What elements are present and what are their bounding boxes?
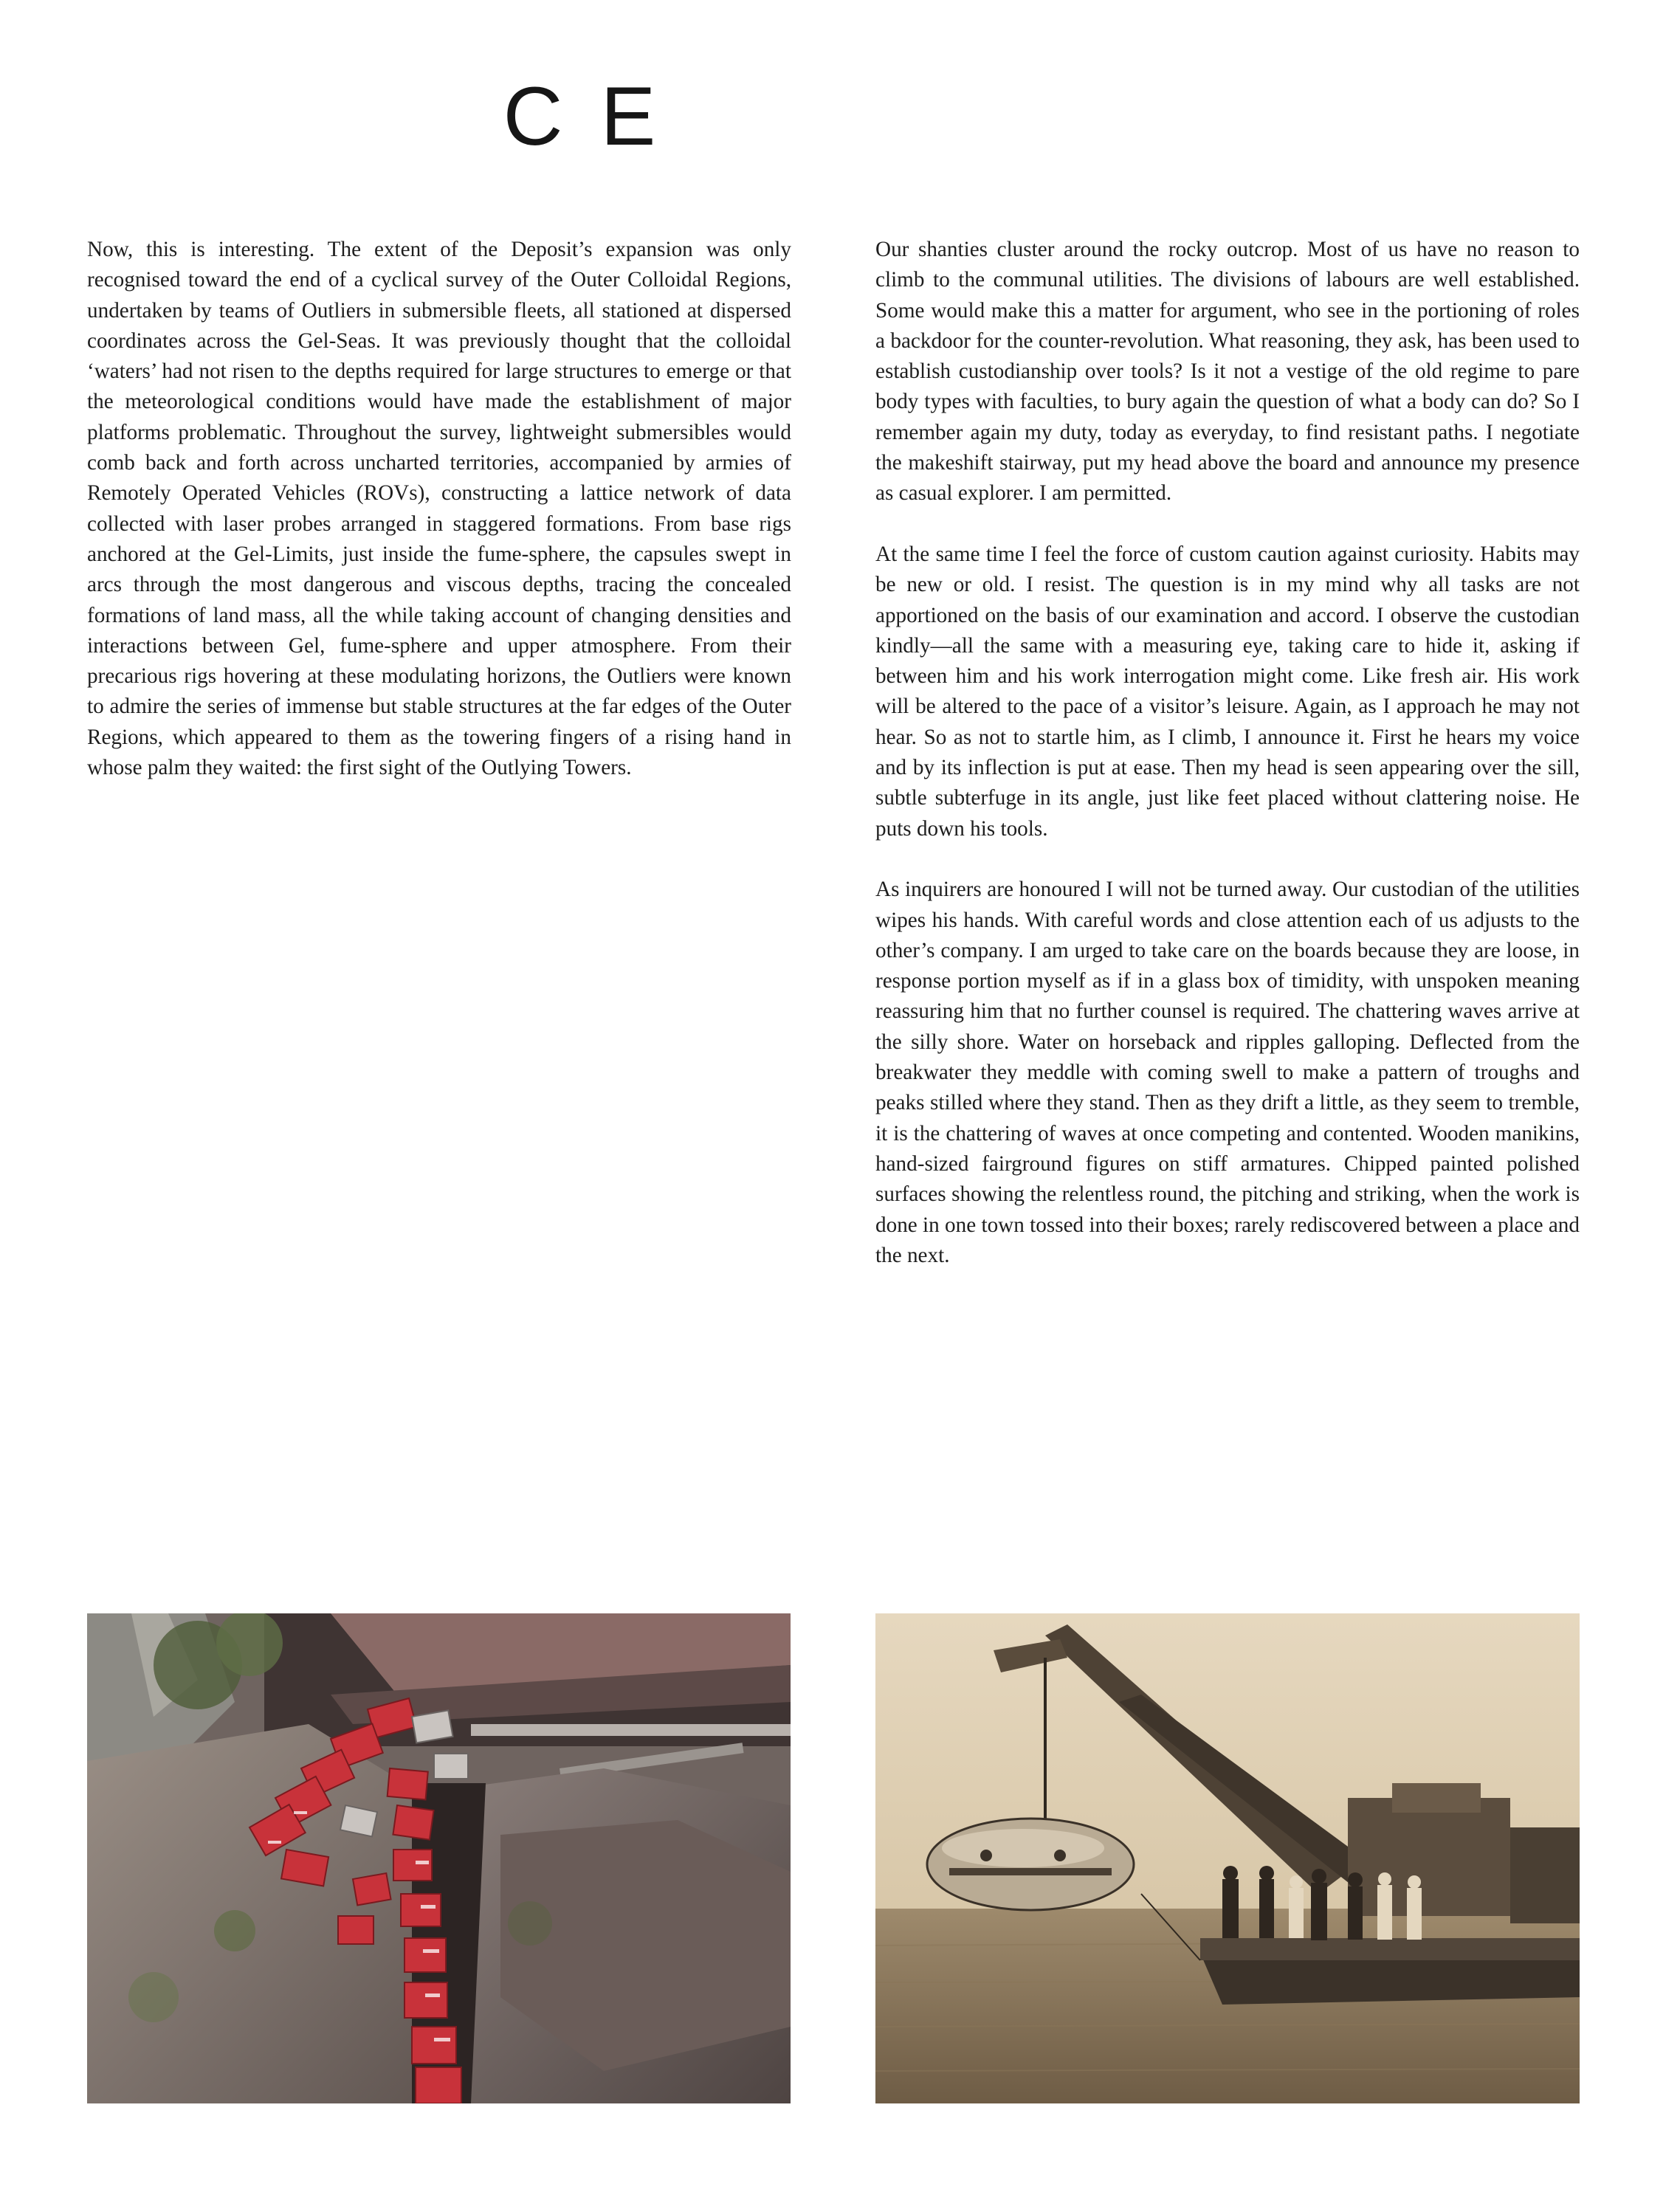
red-boxes-photo-graphic	[87, 1613, 791, 2103]
left-text-column	[87, 235, 791, 783]
page-heading: C E	[503, 70, 664, 162]
right-text-column	[875, 235, 1580, 1271]
submersible-photo-graphic	[875, 1613, 1580, 2103]
right-paragraph-1: Our shanties cluster around the rocky outcrop. Most of us have no reason to climb to the communal utilities. The divisions of labours are well established. Some would make this a matter for argument, who see in the portioning of roles a backdoor for the counter-revolution. What reasoning, they ask, has been used to establish custodianship over tools? Is it not a vestige of the old regime to pare body types with faculties, to bury again the question of what a body can do? So I remember again my duty, today as everyday, to find resistant paths. I negotiate the makeshift stairway, put my head above the board and announce my presence as casual explorer. I am permitted.	[875, 238, 1580, 506]
right-paragraph-2: At the same time I feel the force of custom caution against curiosity. Habits may be new or old. I resist. The question is in my mind why all tasks are not apportioned on the basis of our examination and accord. I observe the custodian kindly—all the same with a measuring eye, taking care to hide it, asking if between him and his work interrogation might come. Like fresh air. His work will be altered to the pace of a visitor’s leisure. Again, as I approach he may not hear. So as not to startle him, as I climb, I announce it. First he hears my voice and by its inflection is put at ease. Then my head is seen appearing over the sill, subtle subterfuge in its angle, just like feet placed without clattering noise. He puts down his tools.	[875, 542, 1580, 841]
left-paragraph-1: Now, this is interesting. The extent of the Deposit’s expansion was only recognised toward the end of a cyclical survey of the Outer Colloidal Regions, undertaken by teams of Outliers in submersible fleets, all stationed at dispersed coordinates across the Gel-Seas. It was previously thought that the colloidal ‘waters’ had not risen to the depths required for large structures to emerge or that the meteorological conditions would have made the establishment of major platforms problematic. Throughout the survey, lightweight submersibles would comb back and forth across uncharted territories, accompanied by armies of Remotely Operated Vehicles (ROVs), constructing a lattice network of data collected with laser probes arranged in staggered formations. From base rigs anchored at the Gel-Limits, just inside the fume-sphere, the capsules swept in arcs through the most dangerous and viscous depths, tracing the concealed formations of land mass, all the while taking account of changing densities and interactions between Gel, fume-sphere and upper atmosphere. From their precarious rigs hovering at these modulating horizons, the Outliers were known to admire the series of immense but stable structures at the far edges of the Outer Regions, which appeared to them as the towering fingers of a rising hand in whose palm they waited: the first sight of the Outlying Towers.	[87, 238, 791, 780]
photo-submersible-crane-barge	[875, 1613, 1580, 2103]
right-paragraph-3: As inquirers are honoured I will not be turned away. Our custodian of the utilities wipes his hands. With careful words and close attention each of us adjusts to the other’s company. I am urged to take care on the boards because they are loose, in response portion myself as if in a glass box of timidity, with unspoken meaning reassuring him that no further counsel is required. The chattering waves arrive at the silly shore. Water on horseback and ripples galloping. Deflected from the breakwater they meddle with coming swell to make a pattern of troughs and peaks stilled where they stand. Then as they drift a little, as they seem to tremble, it is the chattering of waves at once competing and contented. Wooden manikins, hand-sized fairground figures on stiff armatures. Chipped painted polished surfaces showing the relentless round, the pitching and striking, when the work is done in one town tossed into their boxes; rarely rediscovered between a place and the next.	[875, 878, 1580, 1267]
photo-red-boxes-on-rock	[87, 1613, 791, 2103]
